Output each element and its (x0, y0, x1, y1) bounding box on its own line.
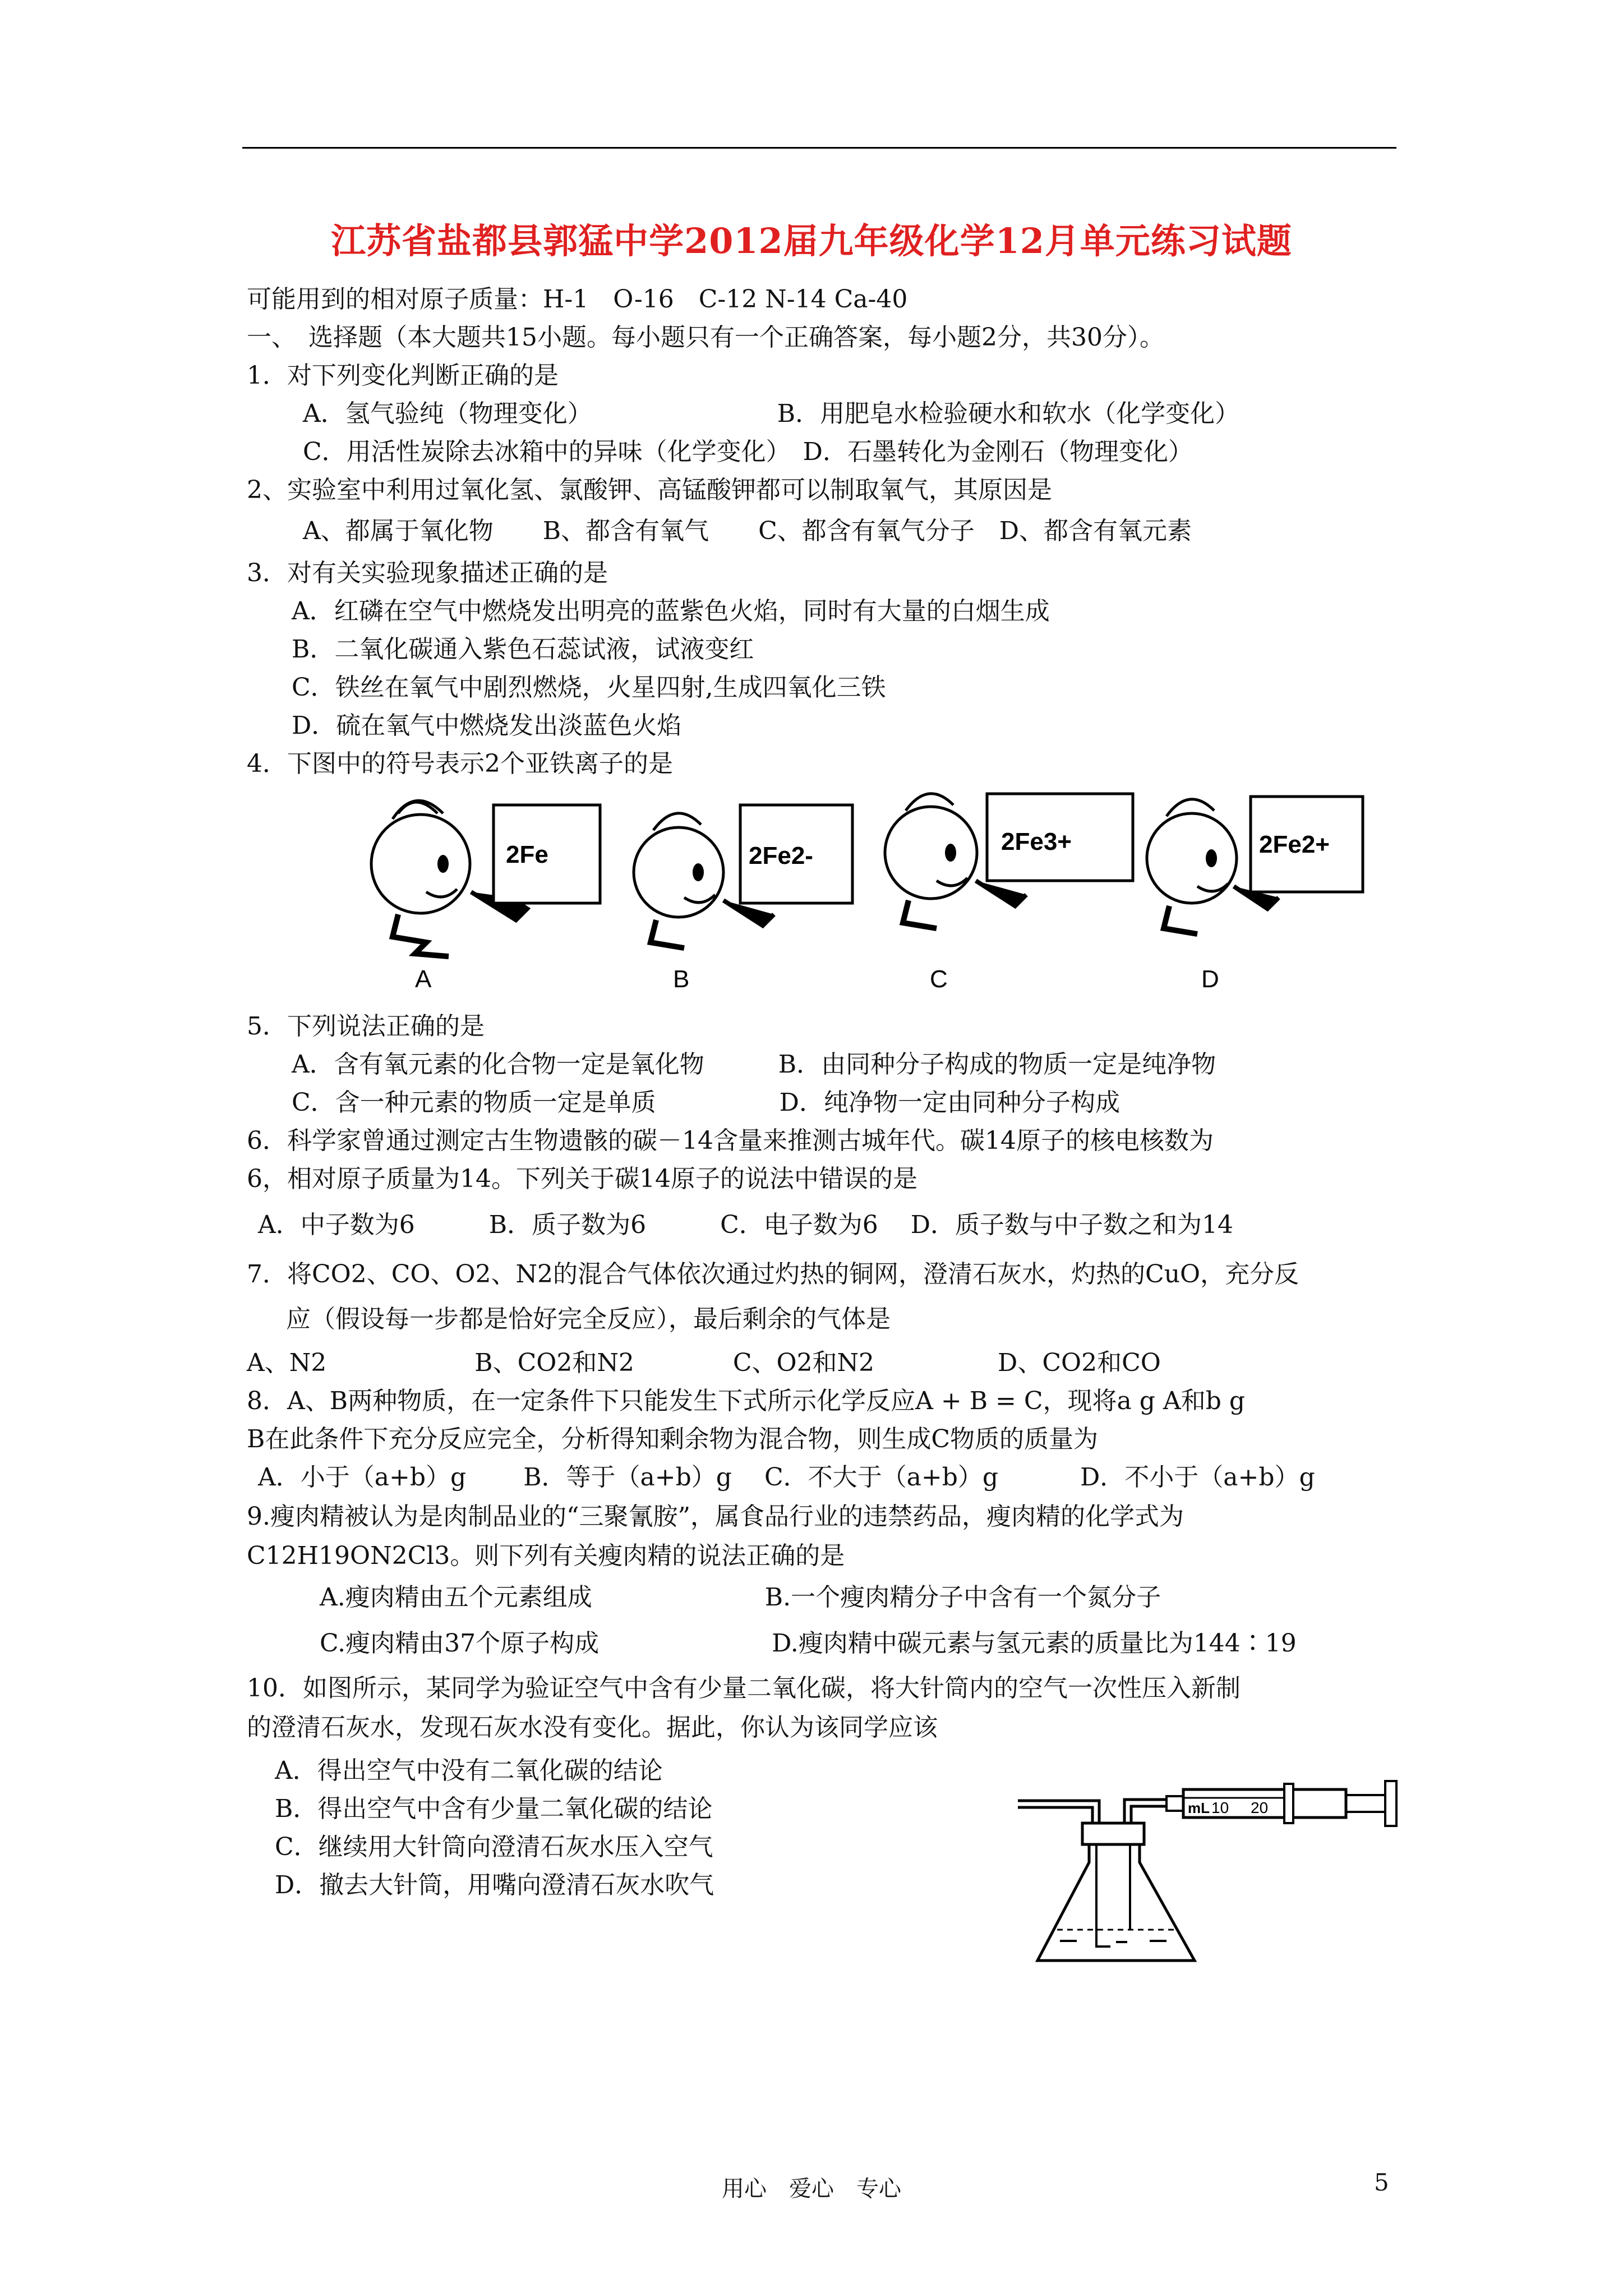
q2-options: A、都属于氧化物 B、都含有氧气 C、都含有氧气分子 D、都含有氧元素 (303, 517, 1192, 545)
q3-option-d: D．硫在氧气中燃烧发出淡蓝色火焰 (292, 711, 682, 740)
label-c: C (930, 965, 948, 993)
q4-figure (359, 780, 1368, 993)
cartoon-figure-b (634, 805, 852, 993)
box-d-text: 2Fe2+ (1259, 831, 1330, 858)
syringe-unit-label: mL (1188, 1800, 1210, 1816)
box-c-text: 2Fe3+ (1001, 828, 1072, 855)
q5-options-ab: A．含有氧元素的化合物一定是氧化物 B．由同种分子构成的物质一定是纯净物 (292, 1050, 1216, 1079)
syringe-mark-20: 20 (1251, 1799, 1269, 1816)
q6-stem-1: 6．科学家曾通过测定古生物遗骸的碳－14含量来推测古城年代。碳14原子的核电核数为 (247, 1126, 1214, 1155)
header-rule (242, 147, 1396, 149)
q1-options-cd: C．用活性炭除去冰箱中的异味（化学变化） D．石墨转化为金刚石（物理变化） (303, 438, 1193, 466)
section-heading: 一、 选择题（本大题共15小题。每小题只有一个正确答案，每小题2分，共30分）。 (247, 323, 1164, 352)
q10-option-d: D．撤去大针筒，用嘴向澄清石灰水吹气 (275, 1871, 714, 1899)
q10-apparatus-figure (1015, 1745, 1408, 1969)
q8-options: A．小于（a+b）g B．等于（a+b）g C．不大于（a+b）g D．不小于（a+b）g (258, 1463, 1315, 1492)
syringe-mark-10: 10 (1211, 1799, 1229, 1816)
q10-stem-2: 的澄清石灰水，发现石灰水没有变化。据此，你认为该同学应该 (247, 1713, 938, 1742)
q6-options: A．中子数为6 B．质子数为6 C．电子数为6 D．质子数与中子数之和为14 (258, 1211, 1234, 1239)
q10-stem-1: 10．如图所示，某同学为验证空气中含有少量二氧化碳，将大针筒内的空气一次性压入新制 (247, 1674, 1241, 1703)
q5-options-cd: C．含一种元素的物质一定是单质 D．纯净物一定由同种分子构成 (292, 1088, 1120, 1117)
q1-options-ab: A．氢气验纯（物理变化） B．用肥皂水检验硬水和软水（化学变化） (303, 399, 1240, 428)
q5-stem: 5．下列说法正确的是 (247, 1012, 485, 1041)
q8-stem-2: B在此条件下充分反应完全，分析得知剩余物为混合物，则生成C物质的质量为 (247, 1425, 1098, 1453)
q9-stem-1: 9.瘦肉精被认为是肉制品业的“三聚氰胺”，属食品行业的违禁药品，瘦肉精的化学式为 (247, 1502, 1184, 1531)
page-footer: 用心 爱心 专心 (722, 2176, 901, 2202)
q3-option-c: C．铁丝在氧气中剧烈燃烧，火星四射,生成四氧化三铁 (292, 673, 886, 702)
q9-options-cd: C.瘦肉精由37个原子构成 D.瘦肉精中碳元素与氢元素的质量比为144∶19 (320, 1629, 1297, 1658)
box-a-text: 2Fe (506, 841, 548, 868)
label-b: B (673, 965, 690, 993)
q10-option-a: A．得出空气中没有二氧化碳的结论 (275, 1756, 663, 1785)
q9-stem-2: C12H19ON2Cl3。则下列有关瘦肉精的说法正确的是 (247, 1542, 845, 1570)
atomic-mass-line: 可能用到的相对原子质量：H-1 O-16 C-12 N-14 Ca-40 (247, 285, 908, 314)
q7-stem-1: 7．将CO2、CO、O2、N2的混合气体依次通过灼热的铜网，澄清石灰水，灼热的CuO，充分反 (247, 1260, 1299, 1289)
box-b-text: 2Fe2- (749, 842, 813, 869)
cartoon-figure-d (1147, 797, 1363, 993)
cartoon-figure-a (371, 800, 600, 993)
q8-stem-1: 8．A、B两种物质，在一定条件下只能发生下式所示化学反应A + B = C，现将a g A和b g (247, 1387, 1246, 1415)
q3-option-a: A．红磷在空气中燃烧发出明亮的蓝紫色火焰，同时有大量的白烟生成 (292, 597, 1050, 625)
q7-stem-2: 应（假设每一步都是恰好完全反应），最后剩余的气体是 (286, 1305, 891, 1333)
q9-options-ab: A.瘦肉精由五个元素组成 B.一个瘦肉精分子中含有一个氮分子 (320, 1583, 1161, 1612)
q4-stem: 4．下图中的符号表示2个亚铁离子的是 (247, 749, 673, 778)
q6-stem-2: 6，相对原子质量为14。下列关于碳14原子的说法中错误的是 (247, 1165, 917, 1193)
page-title: 江苏省盐都县郭猛中学2012届九年级化学12月单元练习试题 (331, 220, 1292, 261)
q3-option-b: B．二氧化碳通入紫色石蕊试液，试液变红 (292, 635, 754, 664)
q10-option-b: B．得出空气中含有少量二氧化碳的结论 (275, 1795, 713, 1823)
q1-stem: 1．对下列变化判断正确的是 (247, 361, 559, 390)
q7-options: A、N2 B、CO2和N2 C、O2和N2 D、CO2和CO (247, 1349, 1161, 1377)
q2-stem: 2、实验室中利用过氧化氢、氯酸钾、高锰酸钾都可以制取氧气，其原因是 (247, 476, 1052, 504)
label-d: D (1201, 965, 1219, 993)
cartoon-figure-c (885, 794, 1133, 993)
q3-stem: 3．对有关实验现象描述正确的是 (247, 559, 608, 587)
label-a: A (415, 965, 432, 993)
q10-option-c: C．继续用大针筒向澄清石灰水压入空气 (275, 1833, 713, 1861)
page-number: 5 (1374, 2169, 1389, 2196)
